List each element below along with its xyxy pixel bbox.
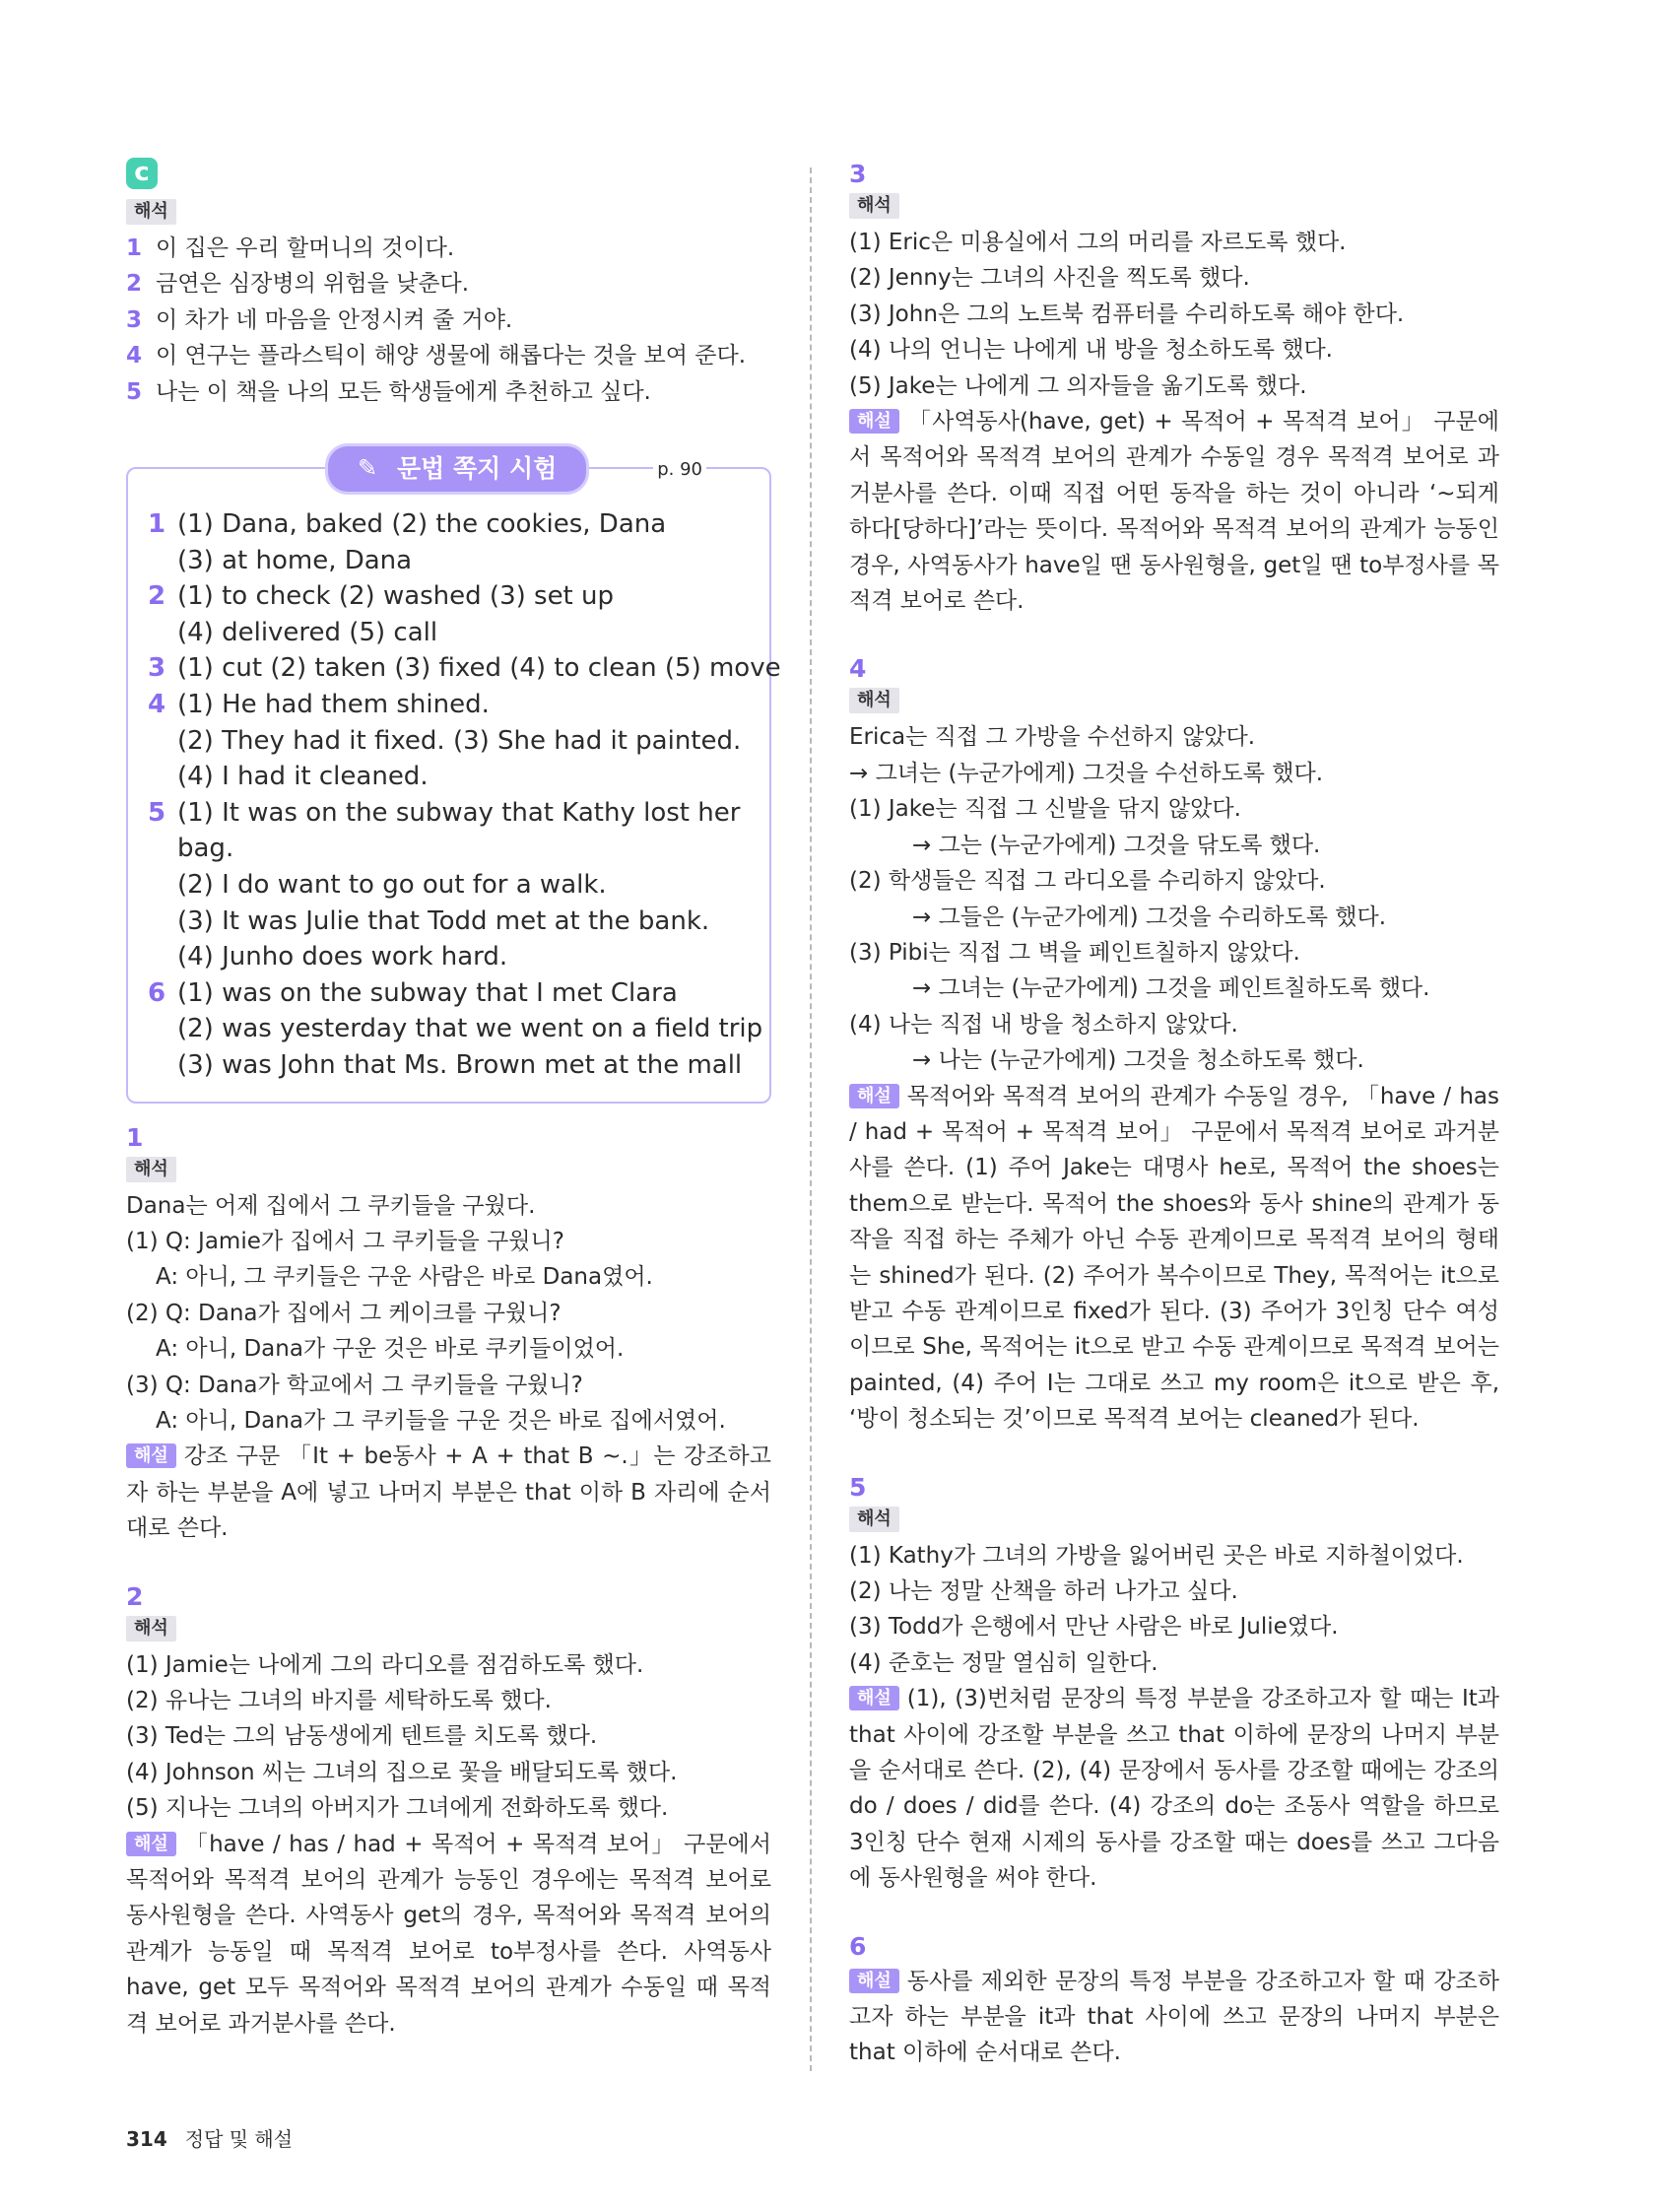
translation-line: Dana는 어제 집에서 그 쿠키들을 구웠다. [126, 1192, 536, 1219]
quiz-answer-text: (2) They had it fixed. (3) She had it painted. [177, 725, 742, 756]
quiz-question-number: 2 [148, 581, 166, 612]
quiz-answer-list [148, 506, 781, 1084]
quiz-line [148, 939, 752, 975]
quiz-answer-text: (4) delivered (5) call [177, 617, 438, 647]
item-text: 나는 이 책을 나의 모든 학생들에게 추천하고 싶다. [156, 378, 651, 405]
translation-line: A: 아니, Dana가 그 쿠키들을 구운 것은 바로 집에서였어. [156, 1407, 726, 1434]
item-text: 이 차가 네 마음을 안정시켜 줄 거야. [156, 306, 513, 333]
translation-line: (1) Kathy가 그녀의 가방을 잃어버린 곳은 바로 지하철이었다. [849, 1542, 1464, 1569]
quiz-page-ref: p. 90 [653, 459, 706, 480]
translation-line: (5) 지나는 그녀의 아버지가 그녀에게 전화하도록 했다. [126, 1795, 669, 1822]
quiz-line [148, 867, 752, 904]
page-footer [126, 2123, 293, 2152]
translation-label: 해석 [126, 1157, 176, 1182]
quiz-answer-text: (1) cut (2) taken (3) fixed (4) to clean (5) move [177, 653, 781, 684]
translation-line: → 나는 (누군가에게) 그것을 청소하도록 했다. [912, 1047, 1364, 1074]
item-number: 1 [126, 235, 143, 261]
translation-line: (3) Ted는 그의 남동생에게 텐트를 치도록 했다. [126, 1723, 598, 1750]
quiz-answer-text: (3) was John that Ms. Brown met at the mall [177, 1049, 743, 1080]
quiz-answer-text: (3) at home, Dana [177, 545, 413, 575]
s3-translation-lines [849, 225, 1499, 404]
left-column [126, 158, 781, 2042]
translation-line: A: 아니, Dana가 구운 것은 바로 쿠키들이었어. [156, 1336, 625, 1363]
translation-line: → 그는 (누군가에게) 그것을 닦도록 했다. [912, 832, 1321, 858]
translation-line: A: 아니, 그 쿠키들은 구운 사람은 바로 Dana였어. [156, 1264, 653, 1291]
item-number: 4 [126, 343, 143, 369]
quiz-line [148, 759, 752, 795]
quiz-line [148, 831, 752, 867]
explanation-badge: 해설 [126, 1443, 176, 1468]
quiz-line [148, 506, 752, 543]
s2-explanation-text: 「have / has / had + 목적어 + 목적격 보어」 구문에서 목적어와 목적격 보어의 관계가 능동인 경우에는 목적격 보어로 동사원형을 쓴다. 사역동사 get의 경우, 목적어와 목적격 보어의 관계가 능동일 때 목적격 보어로 to부정사를 쓴다. 사역동사 have, get 모두 목적어와 목적격 보어의 관계가 수동일 때 목적격 보어로 과거분사를 쓴다. [126, 1831, 771, 2037]
quiz-question-number: 1 [148, 509, 166, 540]
s6-explanation-text: 동사를 제외한 문장의 특정 부분을 강조하고자 할 때 강조하고자 하는 부분을 it과 that 사이에 쓰고 문장의 나머지 부분은 that 이하에 순서대로 쓴다. [849, 1968, 1499, 2066]
explanation-badge: 해설 [849, 1084, 899, 1108]
quiz-line [148, 1011, 763, 1047]
quiz-answer-text: (1) He had them shined. [177, 690, 490, 719]
translation-line: (4) 준호는 정말 열심히 일한다. [849, 1649, 1158, 1676]
item-text: 이 연구는 플라스틱이 해양 생물에 해롭다는 것을 보여 준다. [156, 343, 747, 369]
quiz-answer-text: (4) I had it cleaned. [177, 762, 429, 792]
translation-line: (1) Eric은 미용실에서 그의 머리를 자르도록 했다. [849, 230, 1347, 255]
translation-line: (2) 학생들은 직접 그 라디오를 수리하지 않았다. [849, 868, 1326, 895]
quiz-answer-text: bag. [177, 834, 234, 864]
translation-line: Erica는 직접 그 가방을 수선하지 않았다. [849, 724, 1256, 751]
s1-explanation [126, 1439, 771, 1546]
section-number: 1 [126, 1122, 144, 1152]
s1-translation-lines [126, 1188, 771, 1440]
quiz-question-number: 6 [148, 977, 166, 1008]
s5-explanation [849, 1681, 1499, 1896]
quiz-answer-text: (2) was yesterday that we went on a field trip [177, 1014, 763, 1044]
translation-line: (2) 나는 정말 산책을 하러 나가고 싶다. [849, 1578, 1238, 1604]
quiz-line [148, 795, 752, 832]
s2-explanation [126, 1827, 771, 2042]
explanation-badge: 해설 [849, 1686, 899, 1710]
quiz-question-number: 5 [148, 797, 166, 828]
quiz-answer-text: (1) Dana, baked (2) the cookies, Dana [177, 509, 667, 540]
section-number: 2 [126, 1581, 144, 1611]
translation-line: (3) John은 그의 노트북 컴퓨터를 수리하도록 해야 한다. [849, 301, 1405, 327]
quiz-answer-text: (1) It was on the subway that Kathy lost her [177, 797, 741, 828]
translation-line: → 그녀는 (누군가에게) 그것을 페인트칠하도록 했다. [912, 975, 1430, 1002]
s4-explanation [849, 1079, 1499, 1438]
translation-line: (4) 나의 언니는 나에게 내 방을 청소하도록 했다. [849, 337, 1333, 364]
item-number: 2 [126, 271, 143, 298]
item-text: 이 집은 우리 할머니의 것이다. [156, 235, 455, 261]
translation-line: (1) Jake는 직접 그 신발을 닦지 않았다. [849, 796, 1241, 823]
list-item [126, 338, 771, 373]
page-number: 314 [126, 2127, 167, 2151]
s1-explanation-text: 강조 구문 「It + be동사 + A + that B ~.」는 강조하고자 하는 부분을 A에 넣고 나머지 부분은 that 이하 B 자리에 순서대로 쓴다. [126, 1443, 771, 1542]
translation-line: (3) Todd가 은행에서 만난 사람은 바로 Julie였다. [849, 1614, 1339, 1641]
translation-line: → 그들은 (누군가에게) 그것을 수리하도록 했다. [912, 904, 1387, 930]
item-text: 금연은 심장병의 위험을 낮춘다. [156, 271, 470, 298]
quiz-line [148, 650, 781, 687]
translation-line: → 그녀는 (누군가에게) 그것을 수선하도록 했다. [849, 760, 1324, 786]
quiz-line [148, 543, 752, 579]
translation-label: 해석 [849, 1507, 899, 1532]
item-number: 5 [126, 378, 143, 405]
quiz-line [148, 1047, 752, 1084]
explanation-badge: 해설 [849, 409, 899, 434]
translation-line: (4) Johnson 씨는 그녀의 집으로 꽃을 배달되도록 했다. [126, 1759, 678, 1785]
grammar-quiz-box [126, 454, 781, 1104]
translation-line: (1) Jamie는 나에게 그의 라디오를 점검하도록 했다. [126, 1651, 644, 1678]
quiz-line [148, 615, 752, 651]
translation-label: 해석 [126, 1616, 176, 1642]
quiz-line [148, 578, 752, 615]
list-item [126, 266, 771, 302]
quiz-line [148, 975, 752, 1012]
section-number: 3 [849, 160, 867, 188]
s2-translation-lines [126, 1647, 771, 1827]
section-number: 5 [849, 1472, 867, 1502]
footer-title: 정답 및 해설 [184, 2127, 294, 2151]
s5-explanation-text: (1), (3)번처럼 문장의 특정 부분을 강조하고자 할 때는 It과 that 사이에 강조할 부분을 쓰고 that 이하에 문장의 나머지 부분을 순서대로 쓴다. (2), (4) 문장에서 동사를 강조할 때에는 강조의 do / does / did를 쓴다. (4) 강조의 do는 조동사 역할을 하므로 3인칭 단수 현재 시제의 동사를 강조할 때는 does를 쓰고 그다음에 동사원형을 써야 한다. [849, 1686, 1499, 1892]
pencil-icon: ✎ [358, 454, 378, 483]
section-c-icon: c [126, 158, 158, 189]
translation-line: (2) Q: Dana가 집에서 그 케이크를 구웠니? [126, 1300, 562, 1326]
explanation-badge: 해설 [849, 1969, 899, 1993]
right-column [849, 158, 1499, 2071]
translation-line: (3) Q: Dana가 학교에서 그 쿠키들을 구웠니? [126, 1372, 583, 1398]
translation-line: (2) 유나는 그녀의 바지를 세탁하도록 했다. [126, 1688, 552, 1713]
translation-line: (4) 나는 직접 내 방을 청소하지 않았다. [849, 1011, 1238, 1038]
quiz-question-number: 4 [148, 690, 166, 719]
c-translation-list [126, 231, 771, 410]
quiz-title: 문법 쪽지 시험 [397, 454, 558, 484]
s4-explanation-text: 목적어와 목적격 보어의 관계가 수동일 경우, 「have / has / had + 목적어 + 목적격 보어」 구문에서 목적격 보어로 과거분사를 쓴다. (1) 주어 Jake는 대명사 he로, 목적어 the shoes는 them으로 받는다. 목적어 the shoes와 동사 shine의 관계가 동작을 직접 하는 주체가 아닌 수동 관계이므로 목적격 보어의 형태는 shined가 된다. (2) 주어가 복수이므로 They, 목적어는 it으로 받고 수동 관계이므로 fixed가 된다. (3) 주어가 3인칭 단수 여성이므로 She, 목적어는 it으로 받고 수동 관계이므로 목적격 보어는 painted, (4) 주어 I는 그대로 쓰고 my room은 it으로 받은 후, ‘방이 청소되는 것’이므로 목적격 보어는 cleaned가 된다. [849, 1083, 1499, 1433]
s4-translation-lines [849, 719, 1499, 1078]
quiz-line [148, 687, 752, 723]
section-number: 6 [849, 1931, 867, 1961]
column-divider [810, 168, 812, 2071]
translation-line: (1) Q: Jamie가 집에서 그 쿠키들을 구웠니? [126, 1228, 564, 1254]
quiz-answer-text: (3) It was Julie that Todd met at the bank. [177, 905, 710, 936]
translation-line: (2) Jenny는 그녀의 사진을 찍도록 했다. [849, 265, 1250, 292]
translation-label: 해석 [849, 193, 899, 219]
quiz-answer-text: (4) Junho does work hard. [177, 942, 508, 972]
list-item [126, 374, 771, 410]
item-number: 3 [126, 306, 143, 333]
translation-label: 해석 [126, 199, 176, 225]
list-item [126, 302, 771, 338]
translation-label: 해석 [849, 688, 899, 713]
section-number: 4 [849, 654, 867, 684]
quiz-line [148, 904, 752, 940]
s6-explanation [849, 1964, 1499, 2071]
explanation-badge: 해설 [126, 1832, 176, 1856]
list-item [126, 231, 771, 266]
quiz-line [148, 723, 752, 760]
quiz-answer-text: (1) was on the subway that I met Clara [177, 977, 678, 1008]
translation-line: (5) Jake는 나에게 그 의자들을 옮기도록 했다. [849, 372, 1307, 399]
quiz-answer-text: (2) I do want to go out for a walk. [177, 869, 607, 900]
s3-explanation [849, 404, 1499, 619]
translation-line: (3) Pibi는 직접 그 벽을 페인트칠하지 않았다. [849, 939, 1300, 966]
s5-translation-lines [849, 1538, 1499, 1682]
quiz-title-pill [325, 443, 589, 495]
quiz-question-number: 3 [148, 653, 166, 684]
s3-explanation-text: 「사역동사(have, get) + 목적어 + 목적격 보어」 구문에서 목적어와 목적격 보어의 관계가 수동일 경우 목적격 보어로 과거분사를 쓴다. 이때 직접 어떤 동작을 하는 것이 아니라 ‘~되게 하다[당하다]’라는 뜻이다. 목적어와 목적격 보어의 관계가 능동인 경우, 사역동사가 have일 땐 동사원형을, get일 땐 to부정사를 목적격 보어로 쓴다. [849, 409, 1499, 615]
quiz-answer-text: (1) to check (2) washed (3) set up [177, 581, 615, 612]
